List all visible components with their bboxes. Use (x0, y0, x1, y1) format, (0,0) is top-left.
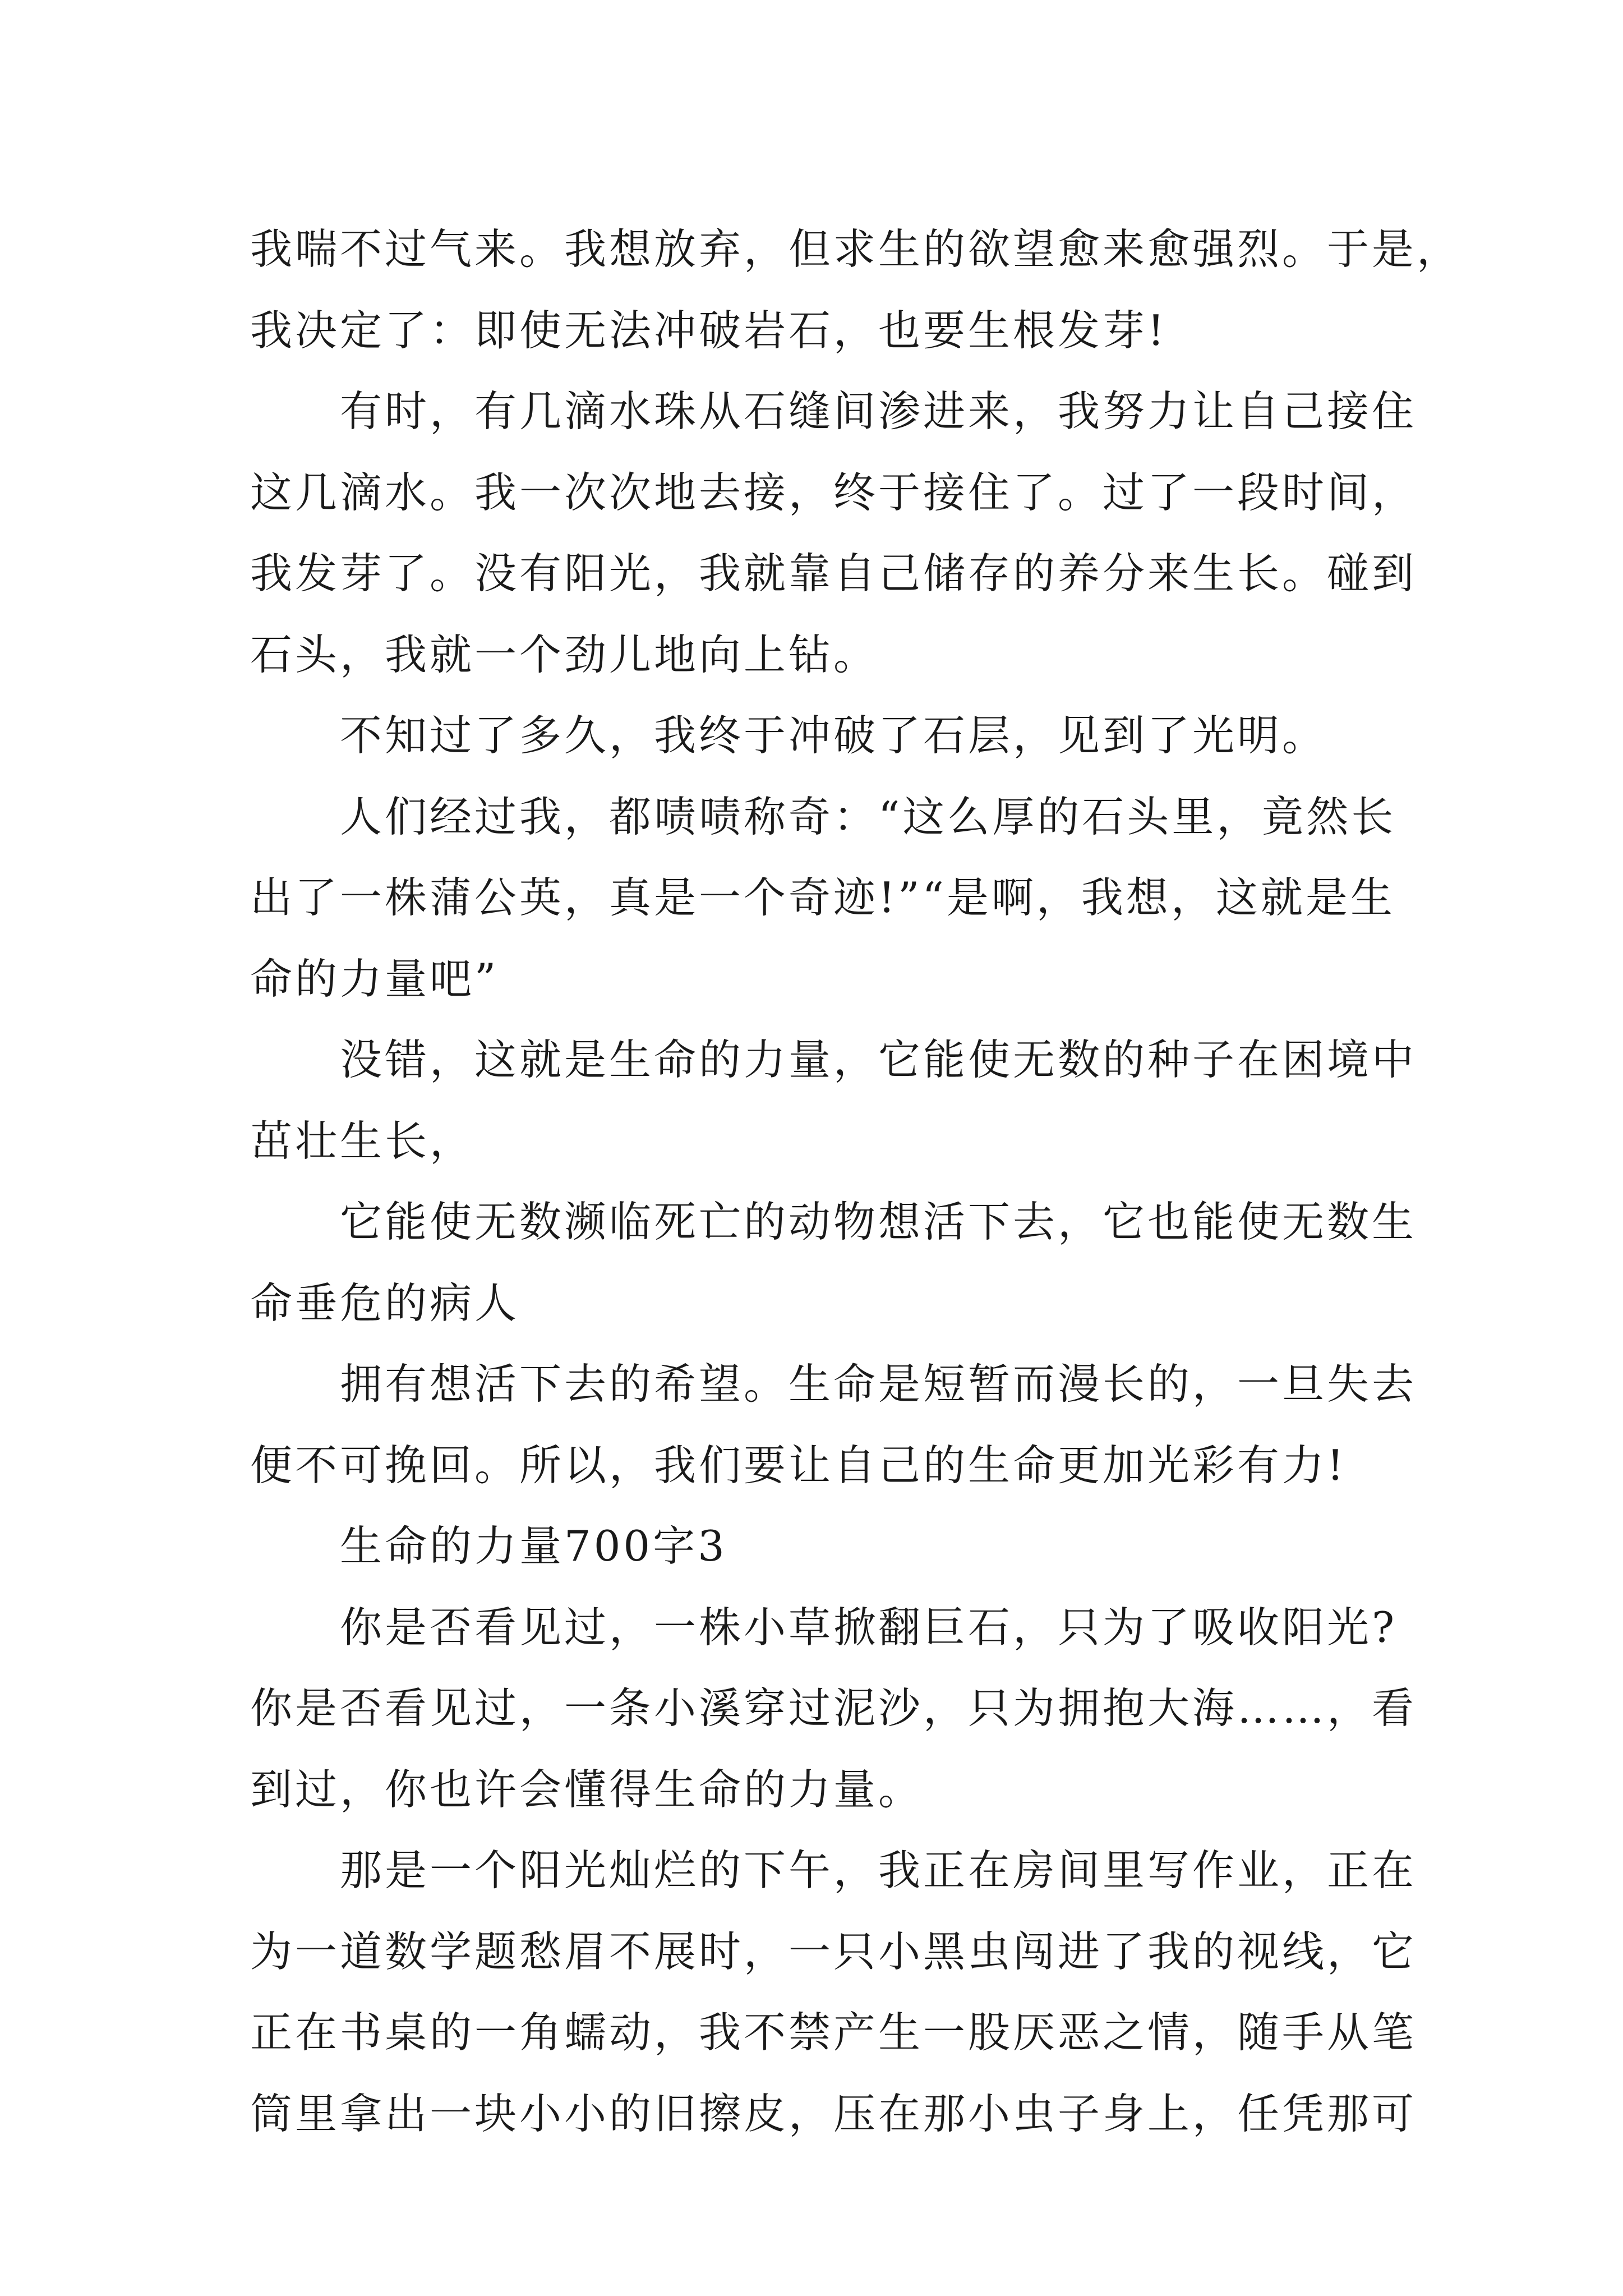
text-line: 这几滴水。我一次次地去接，终于接住了。过了一段时间， (250, 467, 1417, 517)
text-line: 有时，有几滴水珠从石缝间渗进来，我努力让自己接住 (340, 386, 1417, 436)
text-line: 你是否看见过，一株小草掀翻巨石，只为了吸收阳光? (340, 1602, 1398, 1652)
text-line: 我发芽了。没有阳光，我就靠自己储存的养分来生长。碰到 (250, 549, 1417, 598)
paragraph (250, 371, 1417, 695)
text-line: 到过，你也许会懂得生命的力量。 (250, 1764, 924, 1814)
text-line: 我决定了：即使无法冲破岩石，也要生根发芽! (250, 305, 1168, 355)
text-line: 出了一株蒲公英，真是一个奇迹!”“是啊，我想，这就是生 (250, 873, 1395, 922)
text-line: 不知过了多久，我终于冲破了石层，见到了光明。 (340, 711, 1327, 760)
text-line: 生命的力量700字3 (340, 1521, 727, 1571)
text-line: 你是否看见过，一条小溪穿过泥沙，只为拥抱大海……，看 (250, 1683, 1417, 1733)
text-line: 没错，这就是生命的力量，它能使无数的种子在困境中 (340, 1035, 1417, 1084)
text-line: 石头，我就一个劲儿地向上钻。 (250, 629, 879, 679)
text-line: 拥有想活下去的希望。生命是短暂而漫长的，一旦失去 (340, 1359, 1417, 1409)
text-line: 命的力量吧” (250, 954, 499, 1004)
text-line: 命垂危的病人 (250, 1278, 520, 1328)
text-line: 那是一个阳光灿烂的下午，我正在房间里写作业，正在 (340, 1846, 1417, 1895)
text-line: 人们经过我，都啧啧称奇：“这么厚的石头里，竟然长 (340, 792, 1396, 841)
paragraph (250, 1343, 1417, 1506)
document-body (250, 209, 1462, 2154)
paragraph (250, 1830, 1417, 2154)
text-line: 茁壮生长， (250, 1116, 475, 1166)
paragraph (250, 776, 1396, 1020)
paragraph (250, 1587, 1417, 1830)
text-line: 为一道数学题愁眉不展时，一只小黑虫闯进了我的视线，它 (250, 1926, 1417, 1976)
text-line: 便不可挽回。所以，我们要让自己的生命更加光彩有力! (250, 1440, 1347, 1490)
paragraph (250, 695, 1377, 776)
paragraph (250, 209, 1462, 371)
text-line: 它能使无数濒临死亡的动物想活下去，它也能使无数生 (340, 1197, 1417, 1246)
section-heading (250, 1506, 1377, 1587)
text-line: 我喘不过气来。我想放弃，但求生的欲望愈来愈强烈。于是， (250, 224, 1462, 274)
text-line: 筒里拿出一块小小的旧擦皮，压在那小虫子身上，任凭那可 (250, 2088, 1417, 2138)
text-line: 正在书桌的一角蠕动，我不禁产生一股厌恶之情，随手从笔 (250, 2008, 1417, 2057)
paragraph (250, 1019, 1417, 1181)
paragraph (250, 1181, 1417, 1343)
